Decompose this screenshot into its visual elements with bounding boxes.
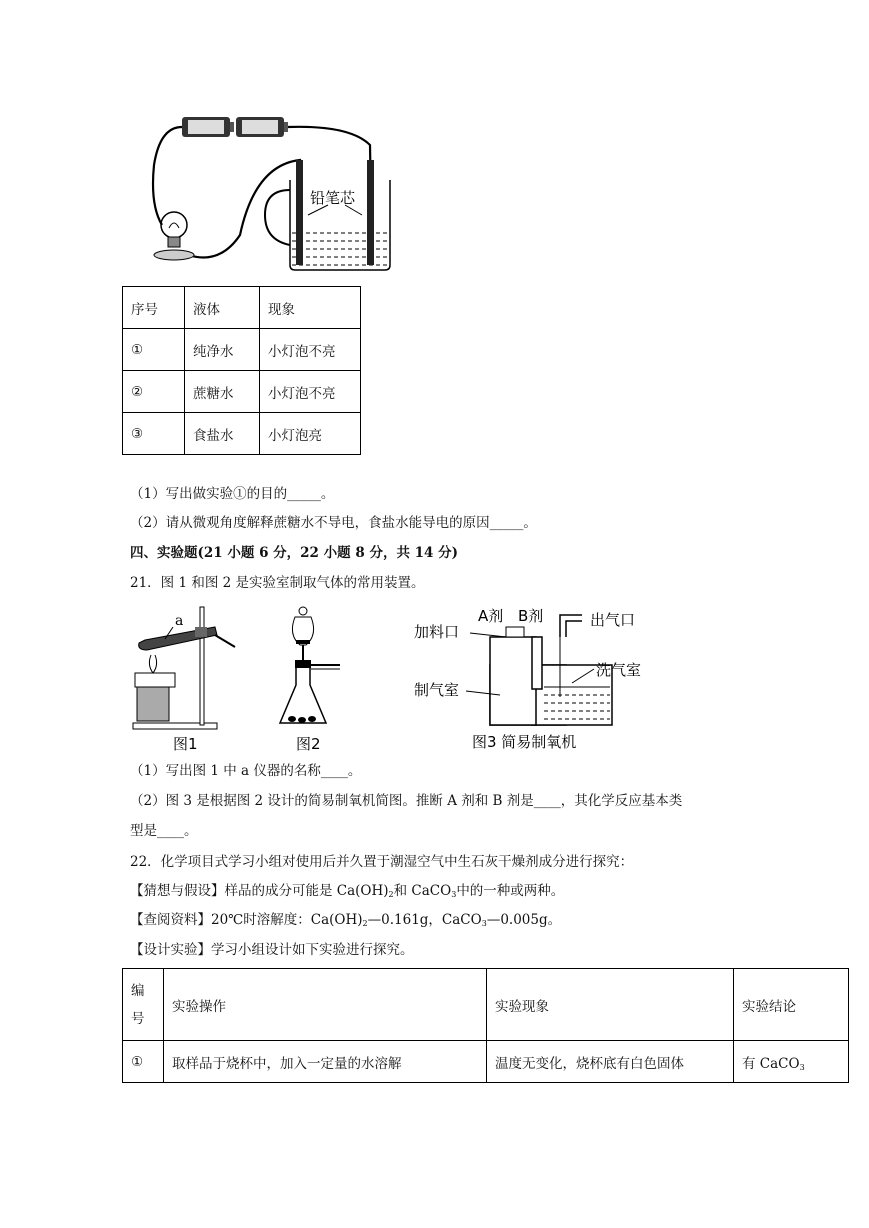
q20-line-1: （1）写出做实验①的目的_____。: [130, 486, 335, 502]
label-reaction-chamber: 制气室: [414, 681, 460, 699]
figure-3-caption: 图3 简易制氧机: [472, 733, 577, 751]
table-cell: ②: [123, 371, 185, 413]
q21-line-1: （1）写出图 1 中 a 仪器的名称____。: [130, 763, 362, 779]
q22-design: 【设计实验】学习小组设计如下实验进行探究。: [130, 942, 414, 958]
label-inlet: 加料口: [414, 623, 460, 641]
q22-stem: 22．化学项目式学习小组对使用后并久置于潮湿空气中生石灰干燥剂成分进行探究：: [130, 854, 634, 870]
q20-line-2: （2）请从微观角度解释蔗糖水不导电，食盐水能导电的原因_____。: [130, 515, 537, 531]
table-header-cell: 实验操作: [164, 969, 487, 1041]
conductivity-table: [122, 286, 361, 455]
table-header-cell: 实验结论: [734, 969, 849, 1041]
table-cell: 小灯泡不亮: [260, 371, 361, 413]
label-outlet: 出气口: [590, 611, 636, 629]
table-cell: 蔗糖水: [185, 371, 260, 413]
battery-icon: [182, 117, 288, 137]
table-cell: 有 CaCO$_3$: [734, 1041, 849, 1083]
table-header-cell: 液体: [185, 287, 260, 329]
table-cell: 食盐水: [185, 413, 260, 455]
table-cell: 取样品于烧杯中，加入一定量的水溶解: [164, 1041, 487, 1083]
table-header-cell: 现象: [260, 287, 361, 329]
table-cell: 小灯泡不亮: [260, 329, 361, 371]
test-tube-icon: [139, 627, 235, 650]
beaker-icon: [265, 160, 390, 270]
table-cell: 温度无变化，烧杯底有白色固体: [487, 1041, 734, 1083]
experiment-table: [122, 968, 849, 1083]
table-cell: 小灯泡亮: [260, 413, 361, 455]
circuit-figure: [140, 105, 400, 275]
table-cell: 纯净水: [185, 329, 260, 371]
table-header-cell: 实验现象: [487, 969, 734, 1041]
label-wash-chamber: 洗气室: [596, 661, 642, 679]
label-b-agent: B剂: [518, 607, 544, 625]
pencil-lead-label: 铅笔芯: [310, 189, 356, 207]
q21-line-2a: （2）图 3 是根据图 2 设计的简易制氧机简图。推断 A 剂和 B 剂是____，其化学反应基本类: [130, 793, 683, 809]
q22-reference: 【查阅资料】20℃时溶解度：$Ca(OH)_2—0.161g$，CaCO$_3$—0.005g。: [130, 912, 562, 928]
table-row: [123, 371, 361, 413]
figure-1-label-a: a: [175, 613, 184, 629]
label-a-agent: A剂: [478, 607, 504, 625]
figure-1-caption: 图1: [173, 735, 198, 753]
figure-1-apparatus: [125, 605, 245, 755]
table-header-cell: 序号: [123, 287, 185, 329]
table-cell: ③: [123, 413, 185, 455]
table-header-row: [123, 287, 361, 329]
alcohol-lamp-icon: [137, 655, 169, 721]
section-title: 四、实验题(21 小题 6 分，22 小题 8 分，共 14 分): [130, 545, 459, 561]
table-row: [123, 329, 361, 371]
figure-2-caption: 图2: [296, 735, 321, 753]
q21-stem: 21．图 1 和图 2 是实验室制取气体的常用装置。: [130, 575, 425, 591]
q22-hypothesis: 【猜想与假设】样品的成分可能是 $Ca(OH)_2$和 CaCO$_3$中的一种或两种。: [130, 883, 565, 899]
flask-icon: [280, 660, 340, 723]
funnel-icon: [292, 607, 313, 665]
table-cell: ①: [123, 329, 185, 371]
table-cell: ①: [123, 1041, 164, 1083]
figure-3-oxygen-generator: [410, 603, 690, 755]
figure-2-apparatus: [270, 605, 350, 755]
q21-line-2b: 型是____。: [130, 823, 198, 839]
table-row: [123, 413, 361, 455]
table-header-cell: 编 号: [123, 969, 164, 1041]
table-header-row: [123, 969, 849, 1041]
table-row: [123, 1041, 849, 1083]
